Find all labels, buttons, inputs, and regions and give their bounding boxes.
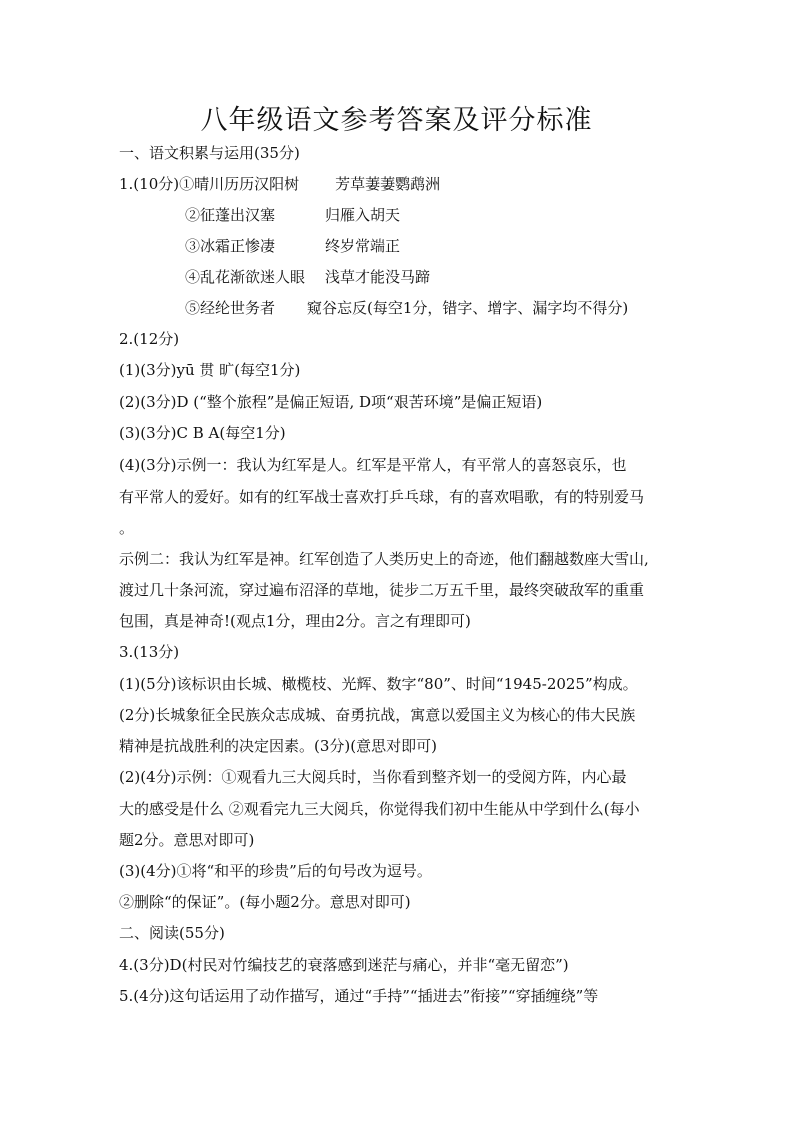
section-heading: 一、语文积累与运用(35分): [119, 144, 300, 162]
answer-text: 浅草才能没马蹄: [325, 268, 431, 286]
answer-text: 窥谷忘反(每空1分，错字、增字、漏字均不得分): [307, 299, 629, 317]
answer-line: [185, 298, 628, 318]
answer-line: 渡过几十条河流，穿过遍布沼泽的草地，徒步二万五千里，最终突破敌军的重重: [119, 581, 645, 599]
answer-line: (1)(5分)该标识由长城、橄榄枝、光辉、数字“80”、时间“1945-2025”构成。: [119, 675, 638, 693]
answer-line: (2)(3分)D (“整个旅程”是偏正短语, D项“艰苦环境”是偏正短语): [119, 393, 543, 411]
answer-text: 1.(10分)①晴川历历汉阳树: [119, 175, 300, 193]
answer-line: ②删除“的保证”。(每小题2分。意思对即可): [119, 893, 411, 911]
answer-text: ③冰霜正惨凄: [185, 237, 276, 255]
section-heading: 二、阅读(55分): [119, 924, 225, 942]
answer-line: 4.(3分)D(村民对竹编技艺的衰落感到迷茫与痛心，并非“毫无留恋”): [119, 956, 569, 974]
question-heading: 3.(13分): [119, 643, 180, 661]
answer-line: 题2分。意思对即可): [119, 831, 255, 849]
answer-text: ⑤经纶世务者: [185, 299, 276, 317]
answer-text: ④乱花渐欲迷人眼: [185, 268, 306, 286]
answer-line: (2)(4分)示例：①观看九三大阅兵时，当你看到整齐划一的受阅方阵，内心最: [119, 768, 627, 786]
answer-line: (4)(3分)示例一：我认为红军是人。红军是平常人，有平常人的喜怒哀乐，也: [119, 456, 627, 474]
answer-line: (1)(3分)yū 贯 旷(每空1分): [119, 361, 301, 379]
answer-line: [185, 205, 400, 225]
answer-line: (3)(4分)①将“和平的珍贵”后的句号改为逗号。: [119, 862, 432, 880]
answer-text: 归雁入胡天: [325, 206, 401, 224]
answer-text: 终岁常端正: [325, 237, 401, 255]
answer-line: 。: [119, 519, 135, 537]
answer-line: (2分)长城象征全民族众志成城、奋勇抗战，寓意以爱国主义为核心的伟大民族: [119, 706, 636, 724]
answer-line: 示例二：我认为红军是神。红军创造了人类历史上的奇迹，他们翻越数座大雪山,: [119, 550, 649, 568]
page-title: 八年级语文参考答案及评分标准: [200, 105, 593, 136]
answer-text: 芳草萋萋鹦鹉洲: [335, 175, 441, 193]
answer-line: [119, 174, 440, 194]
answer-line: 5.(4分)这句话运用了动作描写，通过“手持”“插进去”衔接”“穿插缠绕”等: [119, 987, 599, 1005]
answer-line: 精神是抗战胜利的决定因素。(3分)(意思对即可): [119, 737, 437, 755]
answer-line: [185, 236, 400, 256]
answer-line: [185, 267, 430, 287]
answer-text: ②征蓬出汉塞: [185, 206, 276, 224]
answer-line: 有平常人的爱好。如有的红军战士喜欢打乒乓球，有的喜欢唱歌，有的特别爱马: [119, 488, 645, 506]
question-heading: 2.(12分): [119, 330, 180, 348]
answer-line: 大的感受是什么 ②观看完九三大阅兵，你觉得我们初中生能从中学到什么(每小: [119, 800, 640, 818]
answer-line: (3)(3分)C B A(每空1分): [119, 424, 286, 442]
answer-line: 包围，真是神奇!(观点1分，理由2分。言之有理即可): [119, 612, 471, 630]
